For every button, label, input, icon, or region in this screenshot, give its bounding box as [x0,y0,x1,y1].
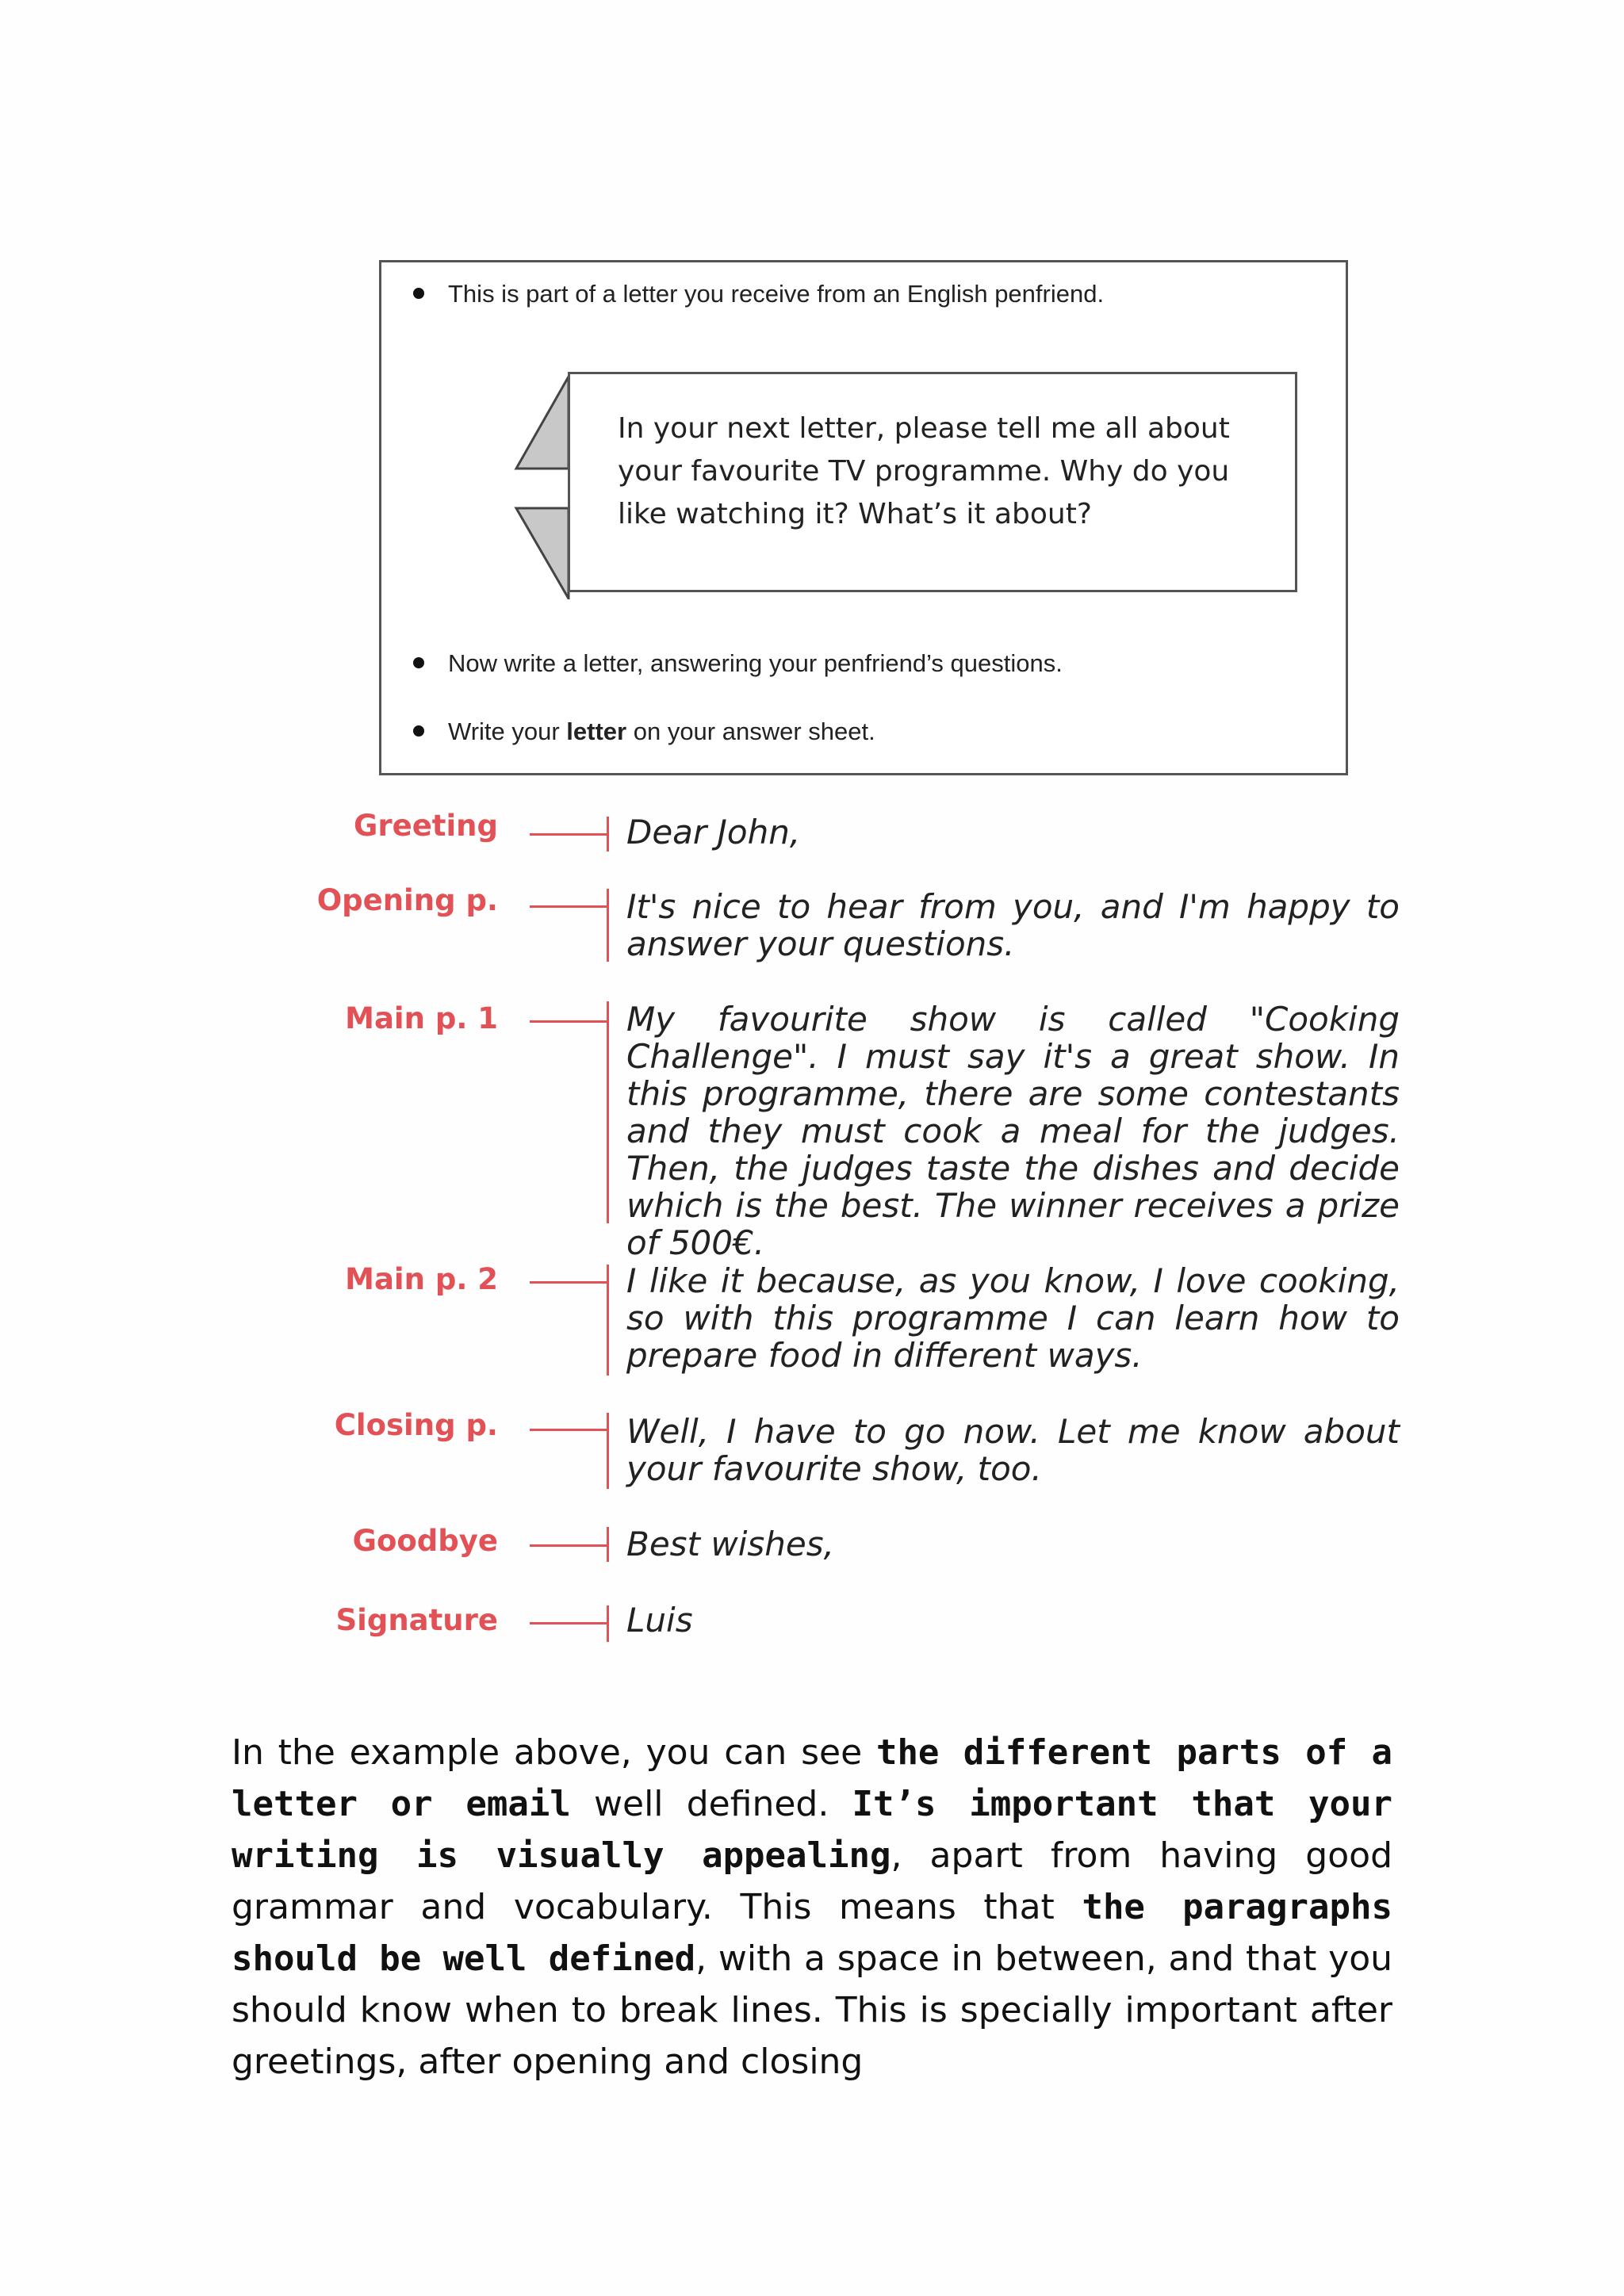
explanation-emphasis: It’s important that your writing is visually appealing [232,1784,1392,1876]
explanation-paragraph [232,1727,1392,2087]
letter-arrow-icon [513,373,573,599]
part-label-signature: Signature [335,1603,498,1637]
bullet-dot-icon [413,657,424,668]
part-label-opening: Opening p. [316,883,498,917]
part-text-closing: Well, I have to go now. Let me know about your favourite show, too. [626,1412,1400,1488]
task-bullet-2-text: Now write a letter, answering your penfriend’s questions. [448,649,1063,677]
part-label-main-2: Main p. 2 [345,1262,498,1296]
explanation-text: In the example above, you can see [232,1732,876,1773]
task-bullet-3 [413,718,875,746]
part-text-main-1: My favourite show is called "Cooking Challenge". I must say it's a great show. In this programme, there are some contestants and they must cook a meal for the judges. Then, the judges taste the dishes and decide which is the best. The winner receives a prize of 500€. [626,1000,1400,1262]
part-label-main-1: Main p. 1 [345,1001,498,1035]
connector-line [530,905,607,908]
part-text-main-2: I like it because, as you know, I love cooking, so with this programme I can learn how to prepare food in different ways. [626,1261,1400,1375]
task-box [379,260,1348,775]
connector-line [530,1544,607,1547]
explanation-text: , with a space in between, and that you should know when to break lines. This is specially important after greetings, after opening and closing [232,1938,1392,2082]
connector-line [530,833,607,836]
connector-line [530,1020,607,1023]
bracket-line [607,1527,609,1562]
task-bullet-3-bold: letter [566,718,627,745]
task-bullet-2 [413,649,1063,678]
connector-line [530,1429,607,1431]
bullet-dot-icon [413,288,424,299]
bracket-line [607,1265,609,1376]
explanation-emphasis: the paragraphs should be well defined [232,1887,1392,1979]
task-bullet-1-text: This is part of a letter you receive from an English penfriend. [448,280,1105,308]
explanation-text: , apart from having good grammar and vocabulary. This means that [232,1835,1393,1927]
part-text-goodbye: Best wishes, [626,1525,834,1563]
task-bullet-3-pre: Write your [448,718,567,745]
bracket-line [607,1605,609,1642]
explanation-emphasis: the different parts of a letter or email [232,1732,1392,1824]
part-label-greeting: Greeting [353,809,498,843]
part-label-goodbye: Goodbye [352,1524,498,1558]
task-bullet-1 [413,280,1104,308]
part-label-closing: Closing p. [334,1408,498,1442]
penfriend-note [568,372,1297,592]
bracket-line [607,1001,609,1223]
bracket-line [607,817,609,851]
bracket-line [607,889,609,962]
penfriend-note-text: In your next letter, please tell me all about your favourite TV programme. Why do you like watching it? What’s it about? [618,412,1230,530]
connector-line [530,1281,607,1284]
explanation-text: well defined. [570,1784,852,1824]
part-text-greeting: Dear John, [626,813,801,851]
bracket-line [607,1413,609,1489]
bullet-dot-icon [413,725,424,737]
task-bullet-3-post: on your answer sheet. [626,718,875,745]
connector-line [530,1622,607,1624]
part-text-signature: Luis [626,1601,693,1640]
part-text-opening: It's nice to hear from you, and I'm happy to answer your questions. [626,887,1400,963]
